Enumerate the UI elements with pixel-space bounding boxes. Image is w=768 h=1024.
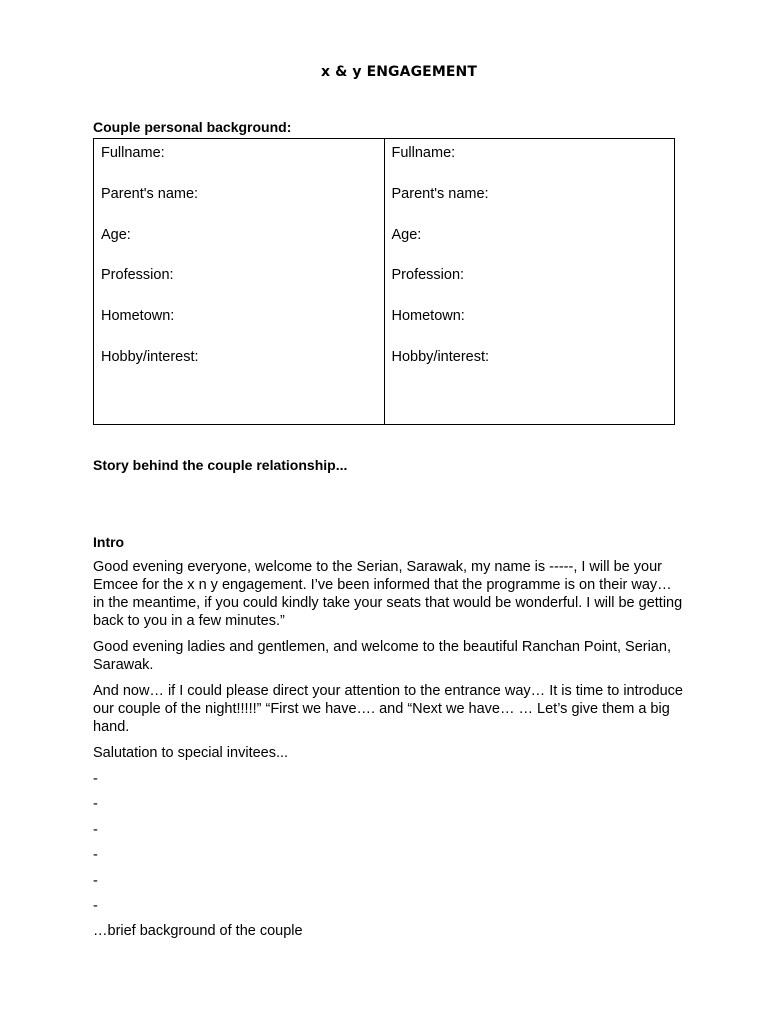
invitee-dash: - (93, 873, 98, 889)
document-title: x & y ENGAGEMENT (320, 64, 477, 80)
background-column-left (94, 139, 385, 424)
invitee-dash: - (93, 771, 98, 787)
field-age: Age: (391, 226, 422, 243)
field-hobby: Hobby/interest: (101, 348, 199, 365)
background-column-right (385, 139, 675, 424)
invitee-dash: - (93, 898, 98, 914)
field-fullname: Fullname: (391, 145, 456, 161)
intro-paragraph-entrance: And now… if I could please direct your attention to the entrance way… It is time to introduce our couple of the night!!!!!” “First we have…. and “Next we have… … Let’s give them a big hand. (93, 683, 683, 735)
story-heading: Story behind the couple relationship... (93, 457, 348, 473)
field-hobby: Hobby/interest: (391, 348, 490, 365)
field-age: Age: (101, 226, 131, 243)
field-parents-name: Parent's name: (391, 185, 489, 202)
field-parents-name: Parent's name: (101, 185, 199, 202)
field-hometown: Hometown: (101, 308, 175, 325)
closing-line: …brief background of the couple (93, 923, 303, 939)
invitee-dash: - (93, 822, 98, 838)
background-heading: Couple personal background: (93, 119, 292, 135)
invitee-dash: - (93, 847, 98, 863)
background-table (93, 138, 675, 425)
intro-paragraph-greeting: Good evening ladies and gentlemen, and welcome to the beautiful Ranchan Point, Serian, Sarawak. (93, 639, 671, 673)
field-profession: Profession: (391, 267, 465, 284)
field-fullname: Fullname: (101, 145, 165, 161)
field-profession: Profession: (101, 267, 174, 284)
salutation-line: Salutation to special invitees... (93, 745, 289, 761)
field-hometown: Hometown: (391, 308, 465, 325)
intro-heading: Intro (93, 534, 125, 550)
invitee-dash: - (93, 796, 98, 812)
intro-paragraph-welcome: Good evening everyone, welcome to the Serian, Sarawak, my name is -----, I will be your Emcee for the x n y engagement. I’ve been informed that the programme is on their way… in the meantime, if you could kindly take your seats that would be wonderful. I will be getting back to you in a few minutes.” (93, 559, 683, 629)
